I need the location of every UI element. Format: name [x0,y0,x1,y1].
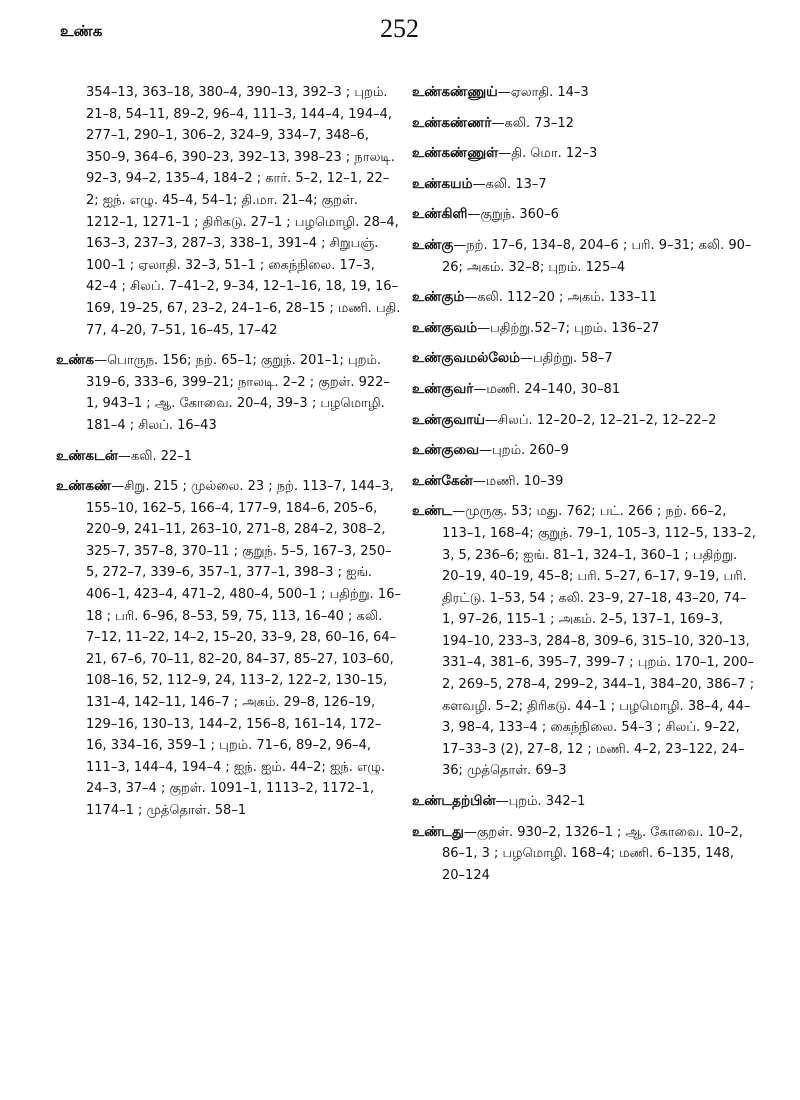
entry-headword: உண்குவம் [412,319,478,336]
entry-headword: உண்குவை [412,442,480,459]
entry-headword: உண்டதற்பின் [412,793,496,810]
entry-references: மணி. 10–39 [485,473,564,489]
index-entry [412,204,757,226]
entry-dash: — [497,85,511,100]
entry-dash: — [111,479,125,495]
entry-headword: உண்கண்ணுள் [412,145,499,162]
entry-headword: உண்கும் [412,289,465,306]
index-entry [56,446,401,468]
entry-headword: உண்கிளி [412,206,468,223]
entry-references: சிலப். 12–20–2, 12–21–2, 12–22–2 [497,412,717,428]
entry-references: பதிற்று.52–7; புறம். 136–27 [490,320,660,336]
entry-dash: — [491,115,505,131]
index-entry [412,235,757,278]
entry-dash: — [520,351,533,367]
page-number: 252 [380,14,419,43]
entry-headword: உண்கேன் [412,472,473,489]
entry-dash: — [467,207,481,223]
entry-references: குறுந். 360–6 [480,207,559,223]
entry-headword: உண்குவாய் [412,411,485,428]
index-entry [412,287,757,309]
entry-references: முருகு. 53; மது. 762; பட். 266 ; நற். 66–2, 113–1, 168–4; குறுந். 79–1, 105–3, 112–5, 133–2, 3, 5, 236–6; ஐங். 81–1, 324–1, 360–1 ; பதிற்று. 20–19, 40–19, 45–8; பரி. 5–27, 6–17, 9–19, பரி. திரட்டு. 1–53, 54 ; கலி. 23–9, 27–18, 43–20, 74–1, 97–26, 115–1 ; அகம். 2–5, 137–1, 169–3, 194–10, 233–3, 284–8, 309–6, 315–10, 320–13, 331–4, 381–6, 395–7, 399–7 ; புறம். 170–1, 200–2, 269–5, 278–4, 299–2, 344–1, 384–20, 386–7 ; களவழி. 5–2; திரிகடு. 44–1 ; பழமொழி. 38–4, 44–3, 98–4, 133–4 ; கைந்நிலை. 54–3 ; சிலப். 9–22, 17–33–3 (2), 27–8, 12 ; மணி. 4–2, 23–122, 24–36; முத்தொள். 69–3 [442,504,756,779]
page-header [0,0,800,60]
entry-dash: — [452,504,466,520]
entry-dash: — [463,824,477,840]
entry-references: சிறு. 215 ; முல்லை. 23 ; நற். 113–7, 144–3, 155–10, 162–5, 166–4, 177–9, 184–6, 205–6, 220–9, 241–11, 263–10, 271–8, 284–2, 308–2, 325–7, 357–8, 370–11 ; குறுந். 5–5, 167–3, 250–5, 272–7, 339–6, 357–1, 377–1, 398–3 ; ஐங். 406–1, 423–4, 471–2, 480–4, 500–1 ; பதிற்று. 16–18 ; பரி. 6–96, 8–53, 59, 75, 113, 16–40 ; கலி. 7–12, 11–22, 14–2, 15–20, 33–9, 28, 60–16, 64–21, 67–6, 70–11, 82–20, 84–37, 85–27, 103–60, 108–16, 52, 112–9, 24, 113–2, 122–2, 130–15, 131–4, 142–11, 146–7 ; அகம். 29–8, 126–19, 129–16, 130–13, 144–2, 156–8, 161–14, 172–16, 334–16, 359–1 ; புறம். 71–6, 89–2, 96–4, 111–3, 144–4, 194–4 ; ஐந். ஐம். 44–2; ஐந். எழு. 24–3, 37–4 ; குறள். 1091–1, 1113–2, 1172–1, 1174–1 ; முத்தொள். 58–1 [86,479,401,818]
entry-dash: — [484,412,498,428]
entry-headword: உண்கயம் [412,175,473,192]
entry-headword: உண்கண் [56,478,112,495]
index-entry [412,379,757,401]
entry-dash: — [473,381,487,397]
entry-dash: — [477,320,491,336]
left-column [56,82,401,831]
entry-references: குறள். 930–2, 1326–1 ; ஆ. கோவை. 10–2, 86–1, 3 ; பழமொழி. 168–4; மணி. 6–135, 148, 20–124 [442,824,744,883]
entry-references: நற். 17–6, 134–8, 204–6 ; பரி. 9–31; கலி. 90–26; அகம். 32–8; புறம். 125–4 [442,237,752,275]
entry-dash: — [464,290,478,306]
entry-headword: உண்கு [412,236,454,253]
index-entry [412,791,757,813]
index-entry [412,410,757,432]
index-entry [412,440,757,462]
entry-references: ஏலாதி. 14–3 [510,85,589,100]
index-entry [412,318,757,340]
index-entry [412,501,757,782]
entry-headword: உண்கண்ணர் [412,114,492,131]
entry-headword: உண்கண்ணுய் [412,84,498,100]
entry-dash: — [94,353,108,369]
index-entry [56,82,401,341]
entry-dash: — [117,448,131,464]
index-entry [412,822,757,887]
entry-references: புறம். 342–1 [508,794,586,810]
entry-headword: உண்ட [412,503,453,520]
entry-dash: — [472,176,486,192]
entry-references: 354–13, 363–18, 380–4, 390–13, 392–3 ; புறம். 21–8, 54–11, 89–2, 96–4, 111–3, 144–4, 194–4, 277–1, 290–1, 306–2, 324–9, 334–7, 348–6, 350–9, 364–6, 390–23, 392–13, 398–23 ; நாலடி. 92–3, 94–2, 135–4, 184–2 ; கார். 5–2, 12–1, 22–2; ஐந். எழு. 45–4, 54–1; தி.மா. 21–4; குறள். 1212–1, 1271–1 ; திரிகடு. 27–1 ; பழமொழி. 28–4, 163–3, 237–3, 287–3, 338–1, 391–4 ; சிறுபஞ். 100–1 ; ஏலாதி. 32–3, 51–1 ; கைந்நிலை. 17–3, 42–4 ; சிலப். 7–41–2, 9–34, 12–1–16, 18, 19, 16–169, 19–25, 67, 23–2, 24–1–6, 28–15 ; மணி. பதி. 77, 4–20, 7–51, 16–45, 17–42 [86,85,401,338]
entry-references: பொருந. 156; நற். 65–1; குறுந். 201–1; புறம். 319–6, 333–6, 399–21; நாலடி. 2–2 ; குறள். 922–1, 943–1 ; ஆ. கோவை. 20–4, 39–3 ; பழமொழி. 181–4 ; சிலப். 16–43 [86,353,390,433]
index-entry [412,174,757,196]
entry-headword: உண்டது [412,823,464,840]
entry-headword: உண்குவமல்லேம் [412,350,520,367]
entry-references: பதிற்று. 58–7 [533,351,613,367]
entry-headword: உண்கடன் [56,447,118,464]
entry-references: கலி. 22–1 [130,448,193,464]
index-entry [412,113,757,135]
entry-references: மணி. 24–140, 30–81 [486,381,621,397]
index-entry [56,476,401,822]
entry-dash: — [495,794,509,810]
index-entry [412,82,757,104]
entry-references: தி. மொ. 12–3 [511,146,598,162]
right-column [412,82,757,895]
index-entry [56,350,401,436]
entry-references: புறம். 260–9 [492,443,569,459]
entry-headword: உண்க [56,352,95,369]
index-entry [412,471,757,493]
entry-dash: — [472,473,486,489]
index-entry [412,143,757,165]
running-head: உண்க [60,22,103,40]
entry-dash: — [498,146,512,162]
entry-references: கலி. 13–7 [485,176,547,192]
entry-dash: — [453,237,467,253]
entry-headword: உண்குவர் [412,380,474,397]
entry-references: கலி. 73–12 [504,115,574,131]
entry-references: கலி. 112–20 ; அகம். 133–11 [477,290,657,306]
entry-dash: — [479,443,493,459]
index-entry [412,348,757,370]
